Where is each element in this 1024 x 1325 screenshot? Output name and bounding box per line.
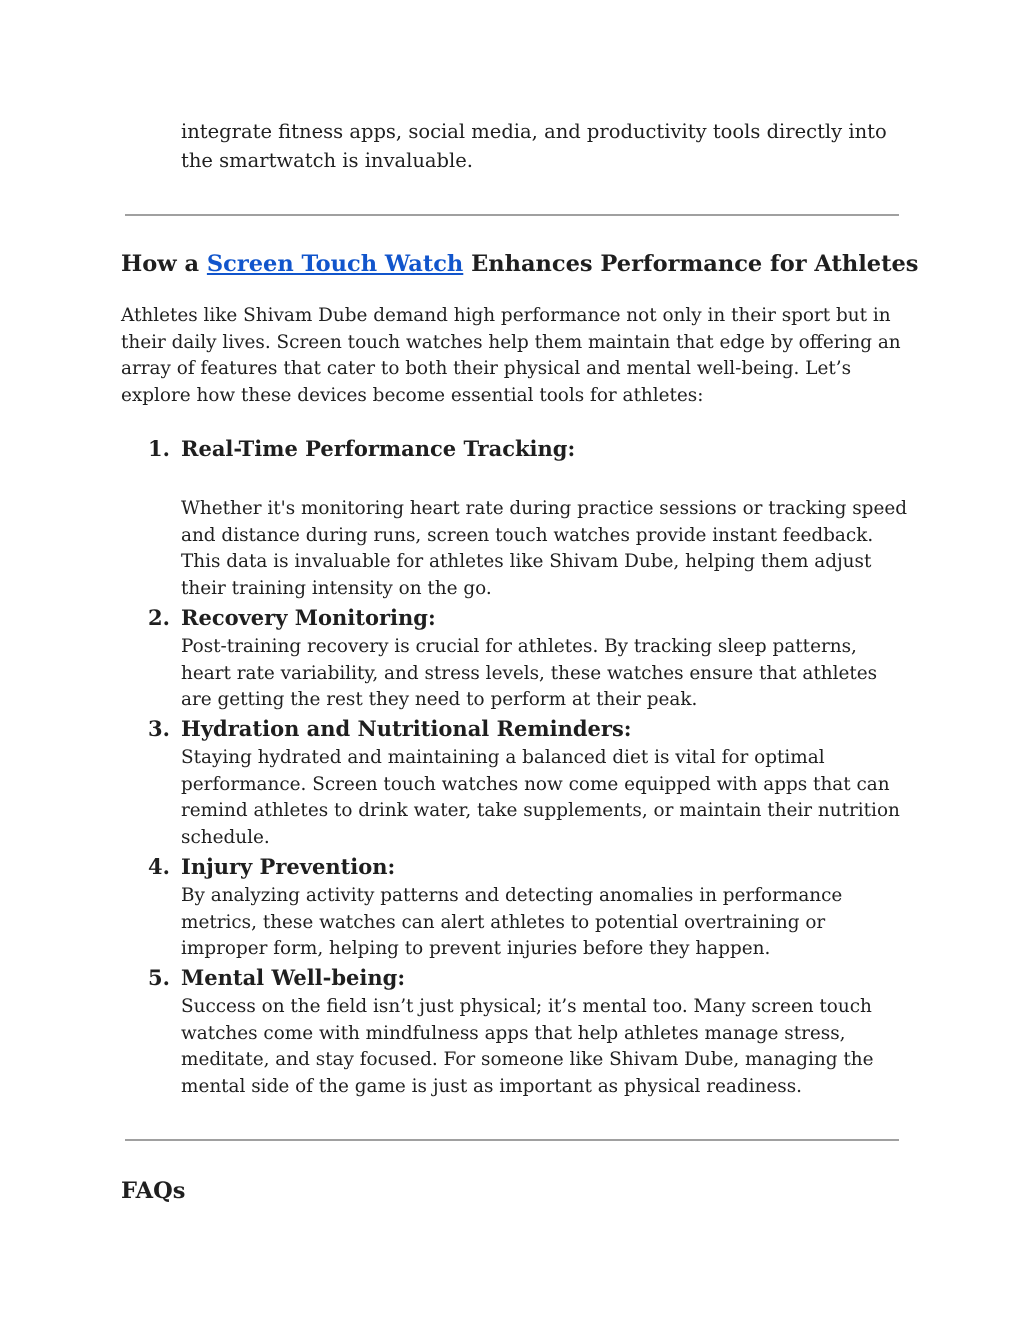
intro-paragraph: integrate fitness apps, social media, and productivity tools directly into the smartwatch is invaluable. xyxy=(181,120,887,172)
list-item-description: By analyzing activity patterns and detecting anomalies in performance metrics, these watches can alert athletes to potential overtraining or improper form, helping to prevent injuries before they happen. xyxy=(181,885,843,959)
list-item-number: 4. xyxy=(148,854,170,879)
screen-touch-watch-link[interactable]: Screen Touch Watch xyxy=(206,251,464,277)
list-item-title: Hydration and Nutritional Reminders: xyxy=(181,716,632,741)
heading-suffix: Enhances Performance for Athletes xyxy=(463,251,919,277)
list-item-number: 2. xyxy=(148,605,170,630)
faqs-heading: FAQs xyxy=(121,1178,186,1204)
list-item-description: Staying hydrated and maintaining a balanced diet is vital for optimal performance. Screen touch watches now come equipped with apps that can remind athletes to drink water, take supplements, or maintain their nutrition schedule. xyxy=(181,747,900,848)
list-item-title: Real-Time Performance Tracking: xyxy=(181,436,576,461)
list-item-description: Success on the field isn’t just physical; it’s mental too. Many screen touch watches come with mindfulness apps that help athletes manage stress, meditate, and stay focused. For someone like Shivam Dube, managing the mental side of the game is just as important as physical readiness. xyxy=(181,996,874,1097)
list-item-description: Whether it's monitoring heart rate during practice sessions or tracking speed and distance during runs, screen touch watches provide instant feedback. This data is invaluable for athletes like Shivam Dube, helping them adjust their training intensity on the go. xyxy=(181,498,907,599)
heading-prefix: How a xyxy=(121,251,207,277)
horizontal-divider xyxy=(125,1139,899,1141)
list-item-number: 5. xyxy=(148,965,170,990)
section-paragraph: Athletes like Shivam Dube demand high performance not only in their sport but in their daily lives. Screen touch watches help them maintain that edge by offering an array of features that cater to both their physical and mental well-being. Let’s explore how these devices become essential tools for athletes: xyxy=(121,305,901,406)
list-item-number: 1. xyxy=(148,436,170,461)
list-item-title: Mental Well-being: xyxy=(181,965,406,990)
list-item-title: Recovery Monitoring: xyxy=(181,605,436,630)
section-heading xyxy=(121,248,921,280)
list-item-description: Post-training recovery is crucial for athletes. By tracking sleep patterns, heart rate variability, and stress levels, these watches ensure that athletes are getting the rest they need to perform at their peak. xyxy=(181,636,878,710)
list-item-title: Injury Prevention: xyxy=(181,854,396,879)
horizontal-divider xyxy=(125,214,899,216)
list-item-number: 3. xyxy=(148,716,170,741)
